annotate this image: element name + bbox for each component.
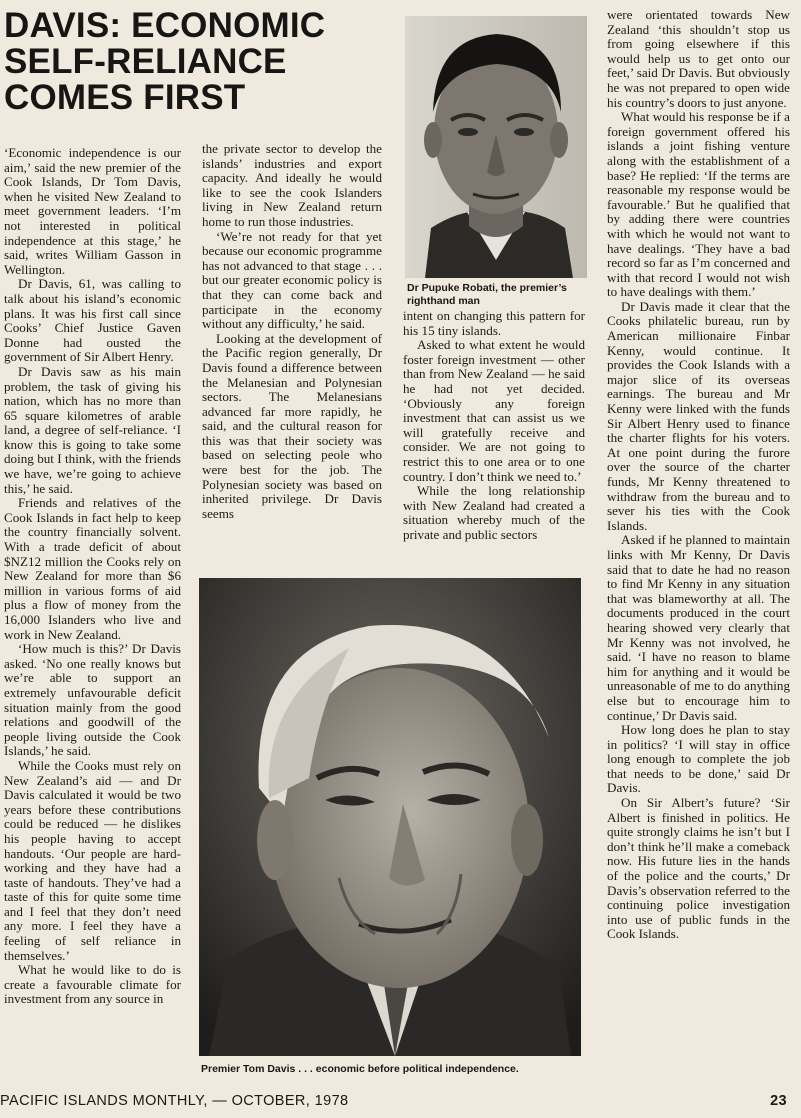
paragraph: ‘How much is this?’ Dr Davis asked. ‘No one really knows but we’re able to support an extremely unfavourable deficit situation mainly from the good relations and goodwill of the people living outside the Cook Islands,’ he said. xyxy=(4,641,181,759)
headline-line-3: COMES FIRST xyxy=(4,78,246,117)
paragraph: What he would like to do is create a favourable climate for investment from any source in xyxy=(4,962,181,1007)
article-column-3 xyxy=(403,309,585,568)
article-column-4 xyxy=(607,8,790,1082)
davis-portrait-photo xyxy=(199,578,581,1056)
headline xyxy=(4,8,394,116)
paragraph: intent on changing this pattern for his 15 tiny islands. xyxy=(403,309,585,338)
paragraph: While the Cooks must rely on New Zealand’s aid — and Dr Davis calculated it would be two years before these contributions could be reduced — he dislikes his people having to accept handouts. ‘Our people are hard-working and they have had a taste of handouts. They’ve had a taste of this for quite some time and I feel that they don’t need any more. I feel they have a feeling of self reliance in themselves.’ xyxy=(4,757,181,963)
paragraph: the private sector to develop the islands’ industries and export capacity. And ideally he would like to see the cook Islanders living in New Zealand return home to run those industries. xyxy=(202,142,382,229)
paragraph: On Sir Albert’s future? ‘Sir Albert is finished in politics. He quite strongly claims he isn’t but I don’t think he’ll make a comeback now. His future lies in the hands of the police and the courts,’ Dr Davis’s observation referred to the continuing police investigation into use of public funds in the Cook Islands. xyxy=(607,795,790,942)
headline-line-2: SELF-RELIANCE xyxy=(4,42,287,81)
robati-portrait-photo xyxy=(405,16,587,278)
paragraph: Dr Davis, 61, was calling to talk about his island’s economic plans. It was his first call since Cooks’ Chief Justice Gaven Donne had ousted the government of Sir Albert Henry. xyxy=(4,276,181,365)
paragraph: ‘Economic independence is our aim,’ said the new premier of the Cook Islands, Dr Tom Davis, when he visited New Zealand to meet government leaders. ‘I’m not interested in political independence at this stage,’ he said, writes William Gasson in Wellington. xyxy=(4,146,181,277)
paragraph: Asked to what extent he would foster foreign investment — other than from New Zealand — he said he had not yet decided. ‘Obviously any foreign investment that can assist us we will gratefully receive and consider. We are not going to restrict this to one area or to one country. I don’t think we need to.’ xyxy=(403,337,585,484)
paragraph: Looking at the development of the Pacific region generally, Dr Davis found a difference between the Melanesian and Polynesian sectors. The Melanesians advanced far more rapidly, he said, and the cultural reason for this was that their society was based on selecting peole who were best for the job. The Polynesian society was based on inherited privilege. Dr Davis seems xyxy=(202,330,382,521)
davis-photo-caption: Premier Tom Davis . . . economic before political independence. xyxy=(201,1063,519,1075)
publication-footer: PACIFIC ISLANDS MONTHLY, — OCTOBER, 1978 xyxy=(0,1093,349,1109)
paragraph: How long does he plan to stay in politics? ‘I will stay in office long enough to complete the job that needs to be done,’ said Dr Davis. xyxy=(607,722,790,796)
paragraph: were orientated towards New Zealand ‘this shouldn’t stop us from going elsewhere if this would help us to get onto our feet,’ said Dr Davis. But obviously he was not prepared to open wide his country’s doors to just anyone. xyxy=(607,8,790,110)
article-column-1 xyxy=(4,146,181,1076)
paragraph: What would his response be if a foreign government offered his islands a joint fishing venture along with the establishment of a base? He replied: ‘If the terms are reasonable my response would be favourable.’ But he qualified that by adding there were countries with which he would not want to have dealings. ‘They have a bad record so far as I’m concerned and with that record I would not wish to have dealings with them.’ xyxy=(607,109,790,300)
paragraph: ‘We’re not ready for that yet because our economic programme has not advanced to that stage . . . but our greater economic policy is that they can come back and participate in the economy without any difficulty,’ he said. xyxy=(202,228,382,332)
paragraph: While the long relationship with New Zealand had created a situation whereby much of the private and public sectors xyxy=(403,483,585,542)
article-column-2 xyxy=(202,142,382,568)
davis-portrait-illustration xyxy=(199,578,581,1056)
headline-line-1: DAVIS: ECONOMIC xyxy=(4,6,326,45)
paragraph: Friends and relatives of the Cook Islands in fact help to keep the country financially solvent. With a trade deficit of about $NZ12 million the Cooks rely on New Zealand for more than $6 million in various forms of aid plus a flow of money from the 16,000 Islanders who live and work in New Zealand. xyxy=(4,495,181,642)
robati-portrait-illustration xyxy=(405,16,587,278)
paragraph: Dr Davis saw as his main problem, the task of giving his nation, which has no more than 65 square kilometres of arable land, a degree of self-reliance. ‘I know this is going to take some doing but I think, with the friends we have, we’re going to achieve this,’ he said. xyxy=(4,363,181,496)
page-number: 23 xyxy=(770,1093,787,1109)
paragraph: Asked if he planned to maintain links with Mr Kenny, Dr Davis said that to date he had no reason to find Mr Kenny in any situation that was blameworthy at all. The documents produced in the court hearing showed very clearly that Mr Kenny was not involved, he said. ‘I have no reason to blame him for anything and it would be unreasonable of me to do anything else but to encourage him to continue,’ Dr Davis said. xyxy=(607,532,790,723)
paragraph: Dr Davis made it clear that the Cooks philatelic bureau, run by American millionaire Finbar Kenny, would continue. It provides the Cook Islands with a major slice of its overseas earnings. The bureau and Mr Kenny were linked with the funds Sir Albert Henry used to finance the charter flights for his voters. At one point during the furore over the source of the charter funds, Mr Kenny threatened to withdraw from the bureau and to sever his ties with the Cook Islands. xyxy=(607,298,790,533)
robati-photo-caption: Dr Pupuke Robati, the premier’s righthand man xyxy=(407,282,567,307)
